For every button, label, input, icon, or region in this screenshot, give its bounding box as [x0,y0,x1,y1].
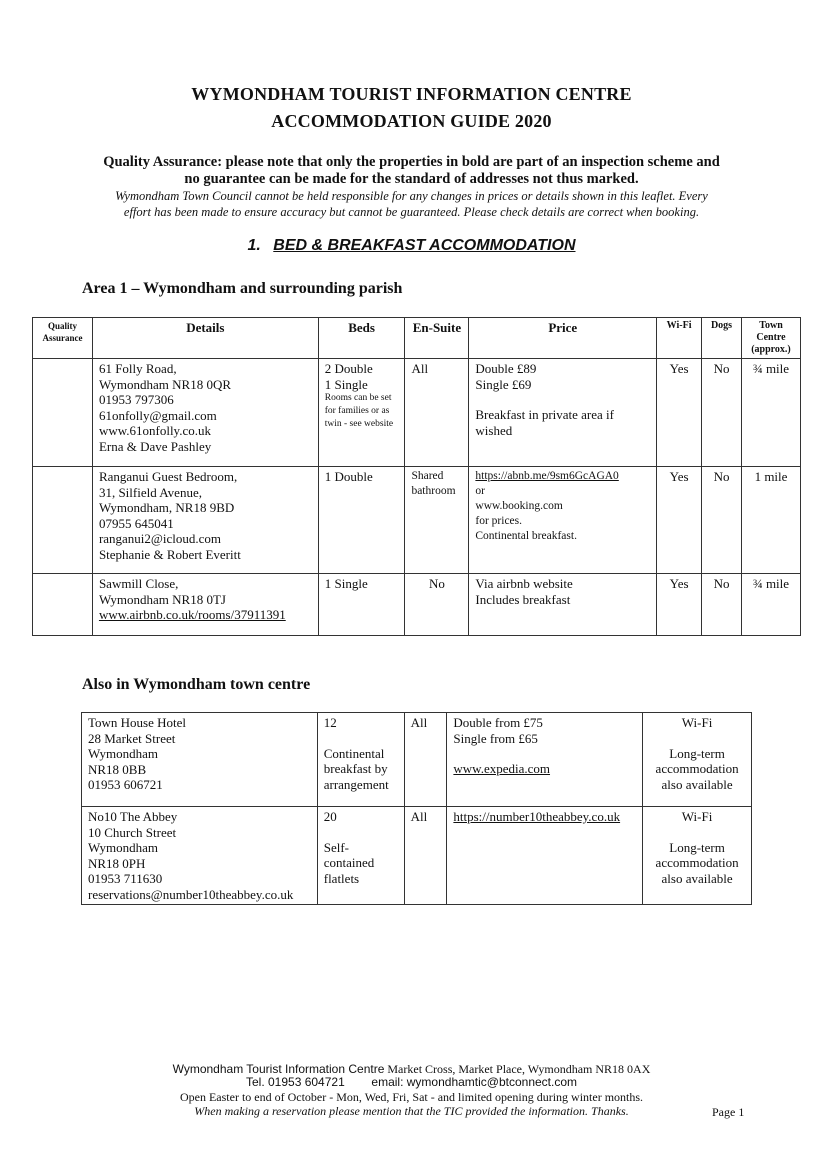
email-link[interactable]: 61onfolly@gmail.com [98,407,217,423]
ensuite-cell: All [404,713,447,807]
price-line: Via airbnb website [475,576,573,591]
details-line: No10 The Abbey [88,809,178,824]
title-line-2: ACCOMMODATION GUIDE 2020 [271,111,552,131]
col-beds: Beds [318,318,405,359]
dogs-cell: No [702,359,742,467]
price-cell [469,359,657,467]
footer-contact: Tel. 01953 604721 email: wymondhamtic@btconnect.com [245,1075,578,1089]
col-wifi: Wi-Fi [657,318,702,359]
beds-line: 12 [323,715,337,730]
area1-heading: Area 1 – Wymondham and surrounding parish [82,280,403,297]
airbnb-link[interactable]: https://abnb.me/9sm6GcAGA0 [475,470,619,482]
dogs-cell: No [702,574,742,636]
details-cell [92,359,318,467]
town-centre-cell: ¾ mile [741,359,800,467]
details-line: 10 Church Street [88,824,177,840]
beds-line: 20 [323,809,337,824]
beds-line: 2 Double [324,361,373,376]
email-link[interactable]: ranganui2@icloud.com [98,531,222,546]
price-line: Breakfast in private area if wished [475,407,614,438]
disclaimer-line-2: effort has been made to ensure accuracy but cannot be guaranteed. Please check details are correct when booking. [123,205,700,219]
price-cell [469,467,657,574]
col-dogs: Dogs [702,318,742,359]
qa-cell [33,467,93,574]
details-cell [92,574,318,636]
footer-note: When making a reservation please mention that the TIC provided the information. Thanks. [194,1104,629,1118]
wifi-cell: Yes [657,574,702,636]
col-price: Price [469,318,657,359]
wifi-label: Wi-Fi [681,715,713,730]
price-line: Single £69 [475,376,532,392]
details-cell [92,467,318,574]
price-line: Single from £65 [453,730,538,746]
details-line: Ranganui Guest Bedroom, [98,469,238,484]
details-line: Sawmill Close, [98,576,179,591]
website-link[interactable]: www.61onfolly.co.uk [98,423,211,438]
price-line: Includes breakfast [475,591,571,607]
ensuite-cell: No [405,574,469,636]
details-line: Wymondham [88,746,158,761]
price-line: or [475,485,485,497]
table-row [33,467,801,574]
ensuite-cell: All [404,807,447,905]
long-term-note: Long-term accommodation also available [655,745,739,792]
website-link[interactable]: https://number10theabbey.co.uk [453,809,621,824]
ensuite-cell: Shared bathroom [405,467,469,574]
town-centre-cell: ¾ mile [741,574,800,636]
col-details: Details [92,318,318,359]
town-centre-heading: Also in Wymondham town centre [82,676,311,693]
section-heading [0,237,823,255]
expedia-link[interactable]: www.expedia.com [453,761,551,776]
details-line: 01953 711630 [88,871,163,886]
footer-address: Market Cross, Market Place, Wymondham NR18 0AX [384,1062,651,1076]
beds-cell [317,713,404,807]
footer-org: Wymondham Tourist Information Centre [172,1062,385,1076]
details-line: 61 Folly Road, [98,361,177,376]
beds-note: Rooms can be set for families or as twin - see website [324,393,394,429]
price-cell [469,574,657,636]
details-line: 01953 606721 [88,777,163,792]
details-line: Town House Hotel [88,715,187,730]
price-cell [447,713,643,807]
col-ensuite: En-Suite [405,318,469,359]
table-row [33,359,801,467]
details-line: 07955 645041 [98,515,174,531]
col-town-centre: Town Centre (approx.) [741,318,800,359]
details-line: Stephanie & Robert Everitt [98,546,241,562]
title-line-1: WYMONDHAM TOURIST INFORMATION CENTRE [191,84,632,104]
beds-cell: 1 Double [318,467,405,574]
disclaimer-line-1: Wymondham Town Council cannot be held responsible for any changes in prices or details shown in this leaflet. Every [115,189,708,203]
details-line: Erna & Dave Pashley [98,438,212,454]
ensuite-cell: All [405,359,469,467]
quality-assurance-line-2: no guarantee can be made for the standard of addresses not thus marked. [184,171,639,187]
page-number: Page 1 [712,1105,745,1119]
section-number: 1. [247,237,261,254]
wifi-cell [643,713,752,807]
beds-cell: 1 Single [318,574,405,636]
email-link[interactable]: reservations@number10theabbey.co.uk [88,886,294,902]
town-centre-cell: 1 mile [741,467,800,574]
quality-assurance-line-1: Quality Assurance: please note that only the properties in bold are part of an inspection scheme and [103,154,720,170]
price-line: Double £89 [475,361,537,376]
wifi-label: Wi-Fi [681,809,713,824]
qa-cell [33,574,93,636]
dogs-cell: No [702,467,742,574]
section-title: BED & BREAKFAST ACCOMMODATION [273,237,576,254]
area1-table [32,317,801,636]
details-line: Wymondham NR18 0QR [98,376,232,392]
wifi-cell [643,807,752,905]
table-row [82,713,752,807]
wifi-cell: Yes [657,467,702,574]
details-cell [82,713,318,807]
beds-line: 1 Single [324,376,368,392]
beds-note: Self-contained flatlets [323,839,375,886]
details-line: Wymondham NR18 0TJ [98,591,226,607]
airbnb-link[interactable]: www.airbnb.co.uk/rooms/37911391 [98,607,286,622]
booking-link[interactable]: www.booking.com [475,500,563,512]
details-line: 01953 797306 [98,392,174,407]
col-quality-assurance: Quality Assurance [33,318,93,359]
details-line: Wymondham, NR18 9BD [98,500,235,515]
details-line: NR18 0PH [88,855,146,871]
town-centre-table [81,712,752,905]
price-line: Continental breakfast. [475,530,577,542]
details-line: NR18 0BB [88,761,147,777]
beds-cell [317,807,404,905]
price-line: for prices. [475,515,523,527]
footer-hours: Open Easter to end of October - Mon, Wed, Fri, Sat - and limited opening during winter months. [179,1090,644,1104]
details-line: 28 Market Street [88,730,176,746]
table-row [33,574,801,636]
qa-cell [33,359,93,467]
wifi-cell: Yes [657,359,702,467]
long-term-note: Long-term accommodation also available [655,839,739,886]
details-cell [82,807,318,905]
price-cell [447,807,643,905]
details-line: Wymondham [88,840,158,855]
beds-cell [318,359,405,467]
beds-note: Continental breakfast by arrangement [323,745,389,792]
price-line: Double from £75 [453,715,543,730]
table-row [82,807,752,905]
details-line: 31, Silfield Avenue, [98,484,202,500]
table-header-row [33,318,801,359]
